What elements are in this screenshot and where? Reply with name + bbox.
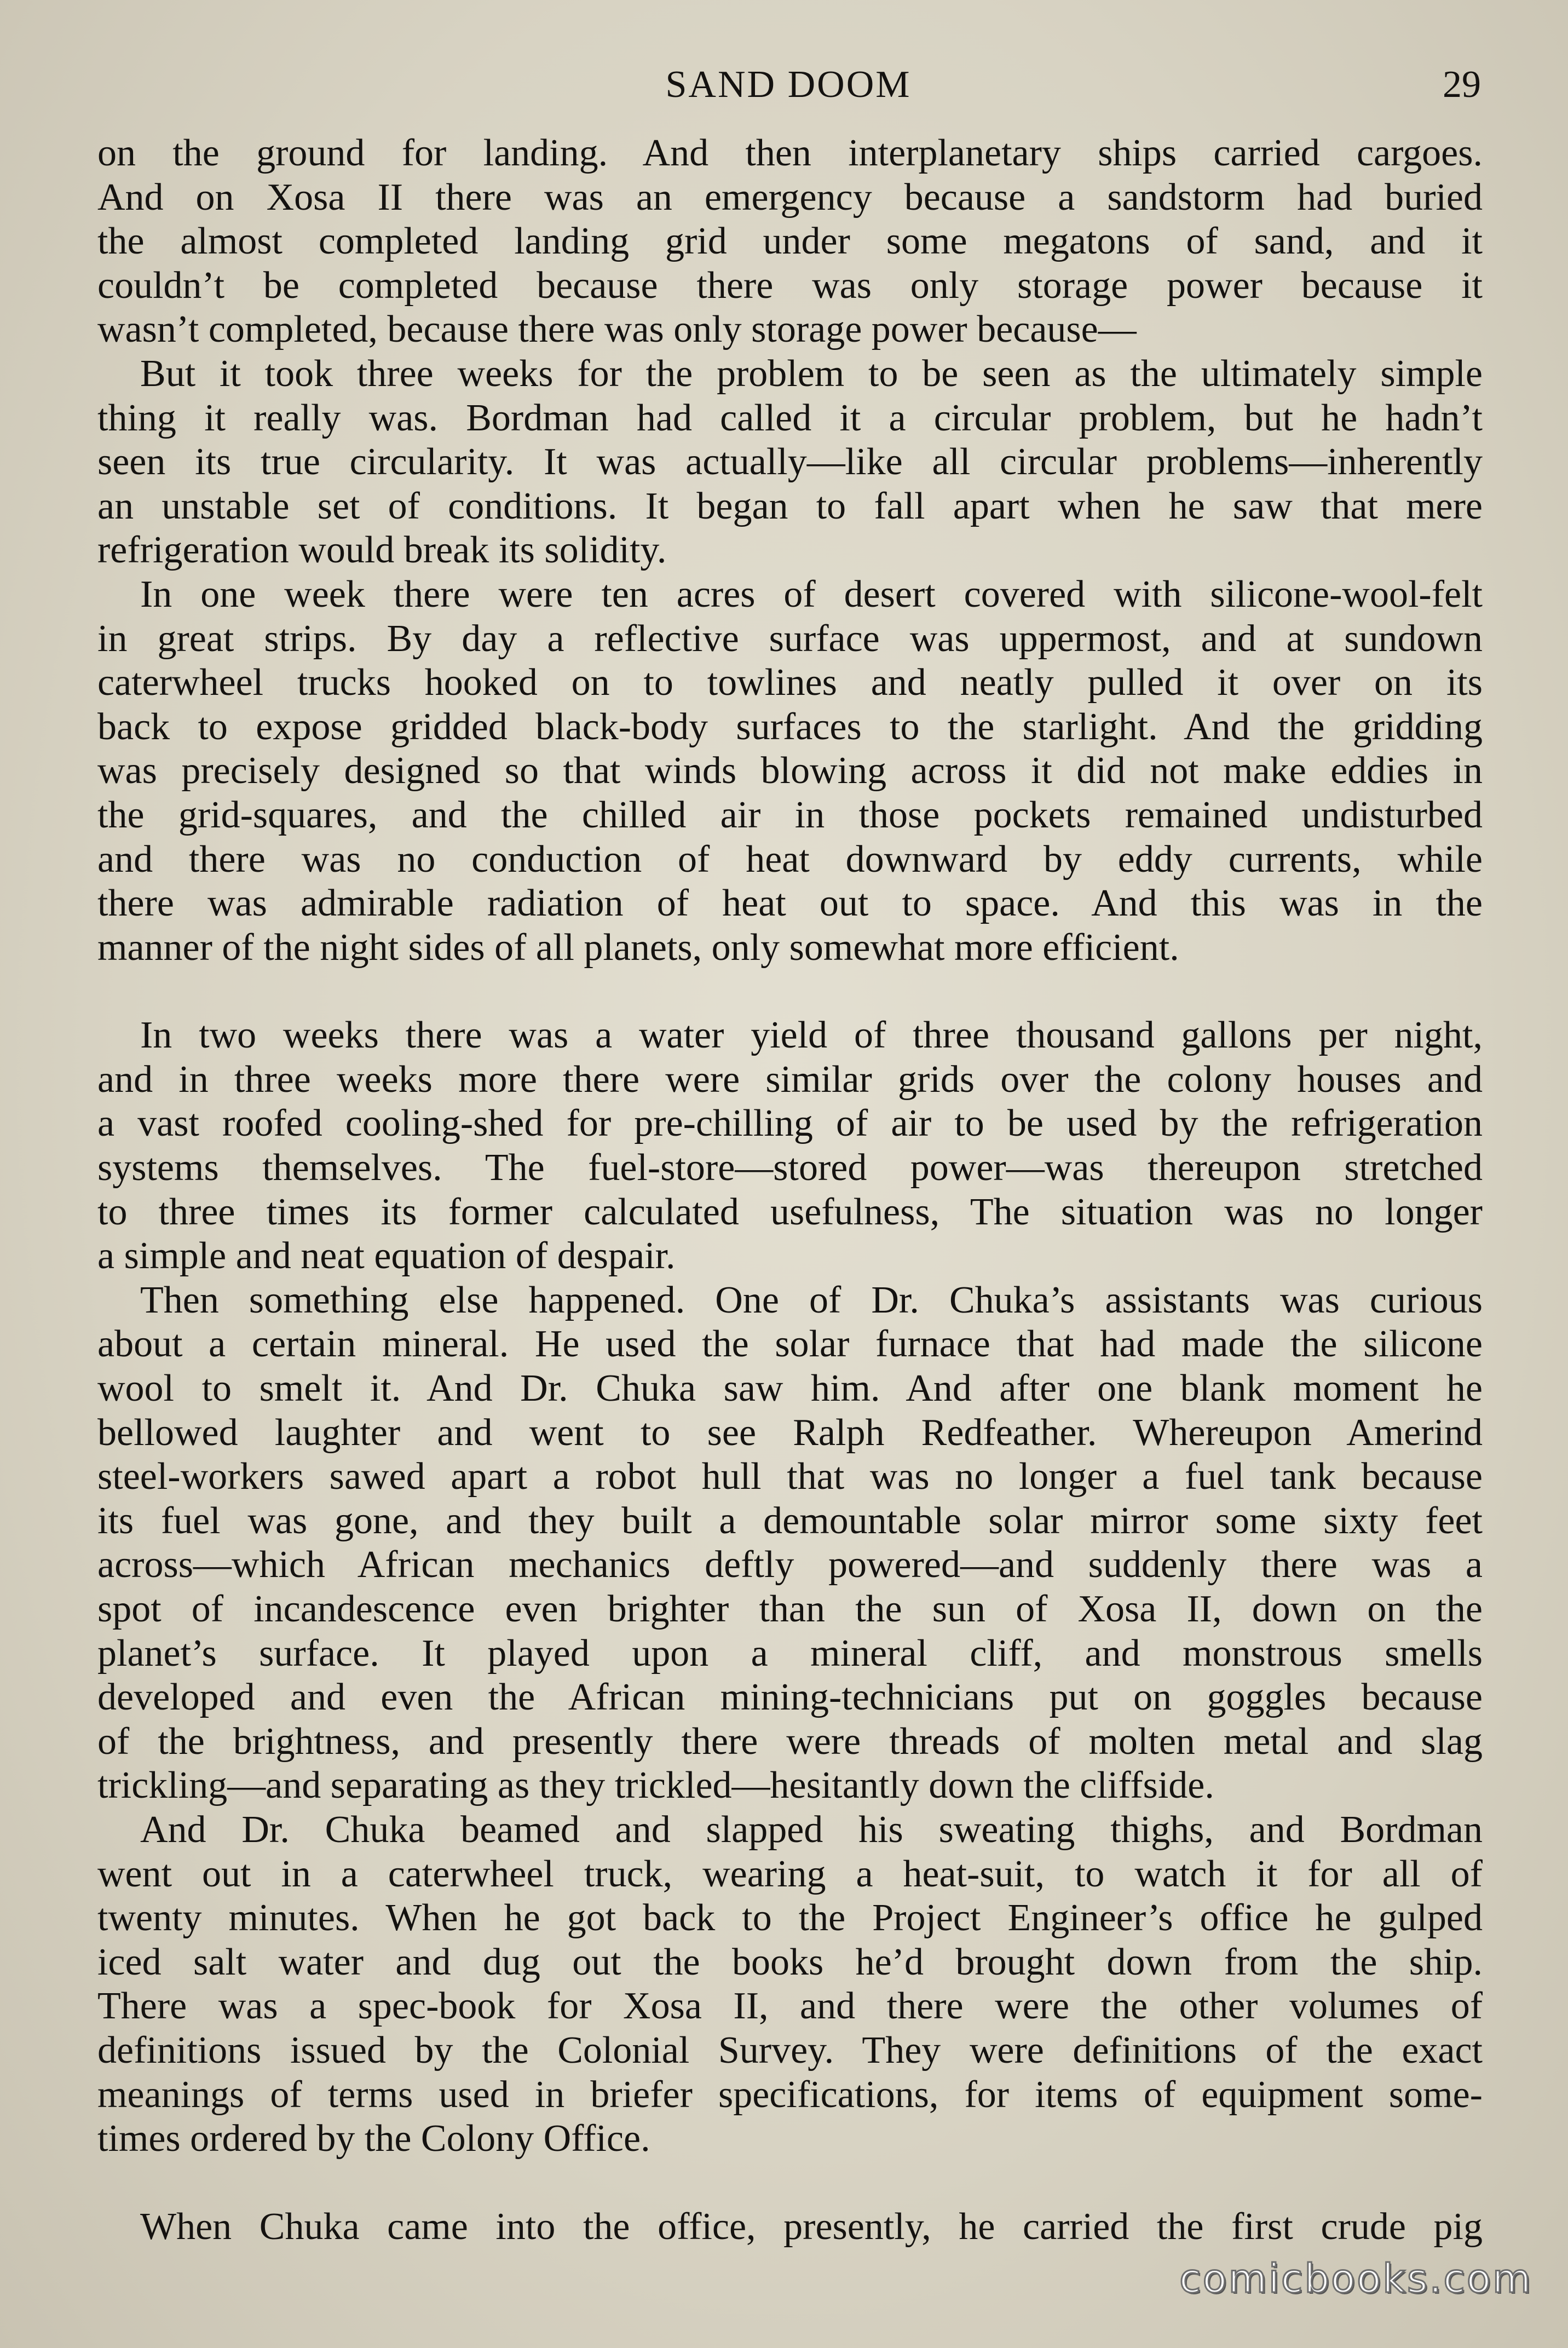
text-line: definitions issued by the Colonial Survey. They were definitions of the exact: [97, 2029, 1483, 2071]
text-line: wasn’t completed, because there was only storage power because—: [97, 308, 1137, 351]
page-number: 29: [1443, 64, 1481, 106]
text-line: thing it really was. Bordman had called it a circular problem, but he hadn’t: [97, 396, 1483, 439]
text-line: planet’s surface. It played upon a mineral cliff, and monstrous smells: [97, 1632, 1483, 1674]
text-line: And Dr. Chuka beamed and slapped his sweating thighs, and Bordman: [140, 1808, 1483, 1851]
text-line: back to expose gridded black-body surfaces to the starlight. And the gridding: [97, 705, 1483, 748]
text-line: couldn’t be completed because there was only storage power because it: [97, 264, 1483, 307]
text-line: systems themselves. The fuel-store—stored power—was thereupon stretched: [97, 1147, 1483, 1189]
body-text: [97, 131, 1483, 2249]
text-line: wool to smelt it. And Dr. Chuka saw him. And after one blank moment he: [97, 1367, 1483, 1410]
text-line: bellowed laughter and went to see Ralph Redfeather. Whereupon Amerind: [97, 1411, 1483, 1454]
text-line: refrigeration would break its solidity.: [97, 529, 667, 572]
text-line: on the ground for landing. And then interplanetary ships carried cargoes.: [97, 132, 1483, 174]
text-line: caterwheel trucks hooked on to towlines and neatly pulled it over on its: [97, 661, 1483, 704]
text-line: spot of incandescence even brighter than the sun of Xosa II, down on the: [97, 1588, 1483, 1630]
text-line: a vast roofed cooling-shed for pre-chilling of air to be used by the refrigeration: [97, 1102, 1483, 1145]
text-line: to three times its former calculated usefulness, The situation was no longer: [97, 1190, 1483, 1233]
text-line: developed and even the African mining-technicians put on goggles because: [97, 1676, 1483, 1719]
text-line: But it took three weeks for the problem to be seen as the ultimately simple: [140, 352, 1483, 395]
text-line: steel-workers sawed apart a robot hull that was no longer a fuel tank because: [97, 1455, 1483, 1498]
text-line: in great strips. By day a reflective surface was uppermost, and at sundown: [97, 617, 1483, 660]
page-header: [96, 60, 1481, 110]
text-line: There was a spec-book for Xosa II, and there were the other volumes of: [97, 1985, 1483, 2028]
text-line: there was admirable radiation of heat out to space. And this was in the: [97, 882, 1483, 925]
text-line: Then something else happened. One of Dr. Chuka’s assistants was curious: [140, 1279, 1483, 1321]
watermark: comicbooks.com: [1179, 2255, 1532, 2301]
text-line: across—which African mechanics deftly powered—and suddenly there was a: [97, 1544, 1483, 1586]
text-line: And on Xosa II there was an emergency because a sandstorm had buried: [97, 176, 1483, 218]
text-line: of the brightness, and presently there were threads of molten metal and slag: [97, 1720, 1483, 1763]
text-line: and in three weeks more there were similar grids over the colony houses and: [97, 1058, 1483, 1101]
text-line: the grid-squares, and the chilled air in those pockets remained undisturbed: [97, 793, 1483, 836]
text-line: When Chuka came into the office, presently, he carried the first crude pig: [140, 2205, 1483, 2248]
text-line: seen its true circularity. It was actually—like all circular problems—inherently: [97, 441, 1483, 484]
text-line: a simple and neat equation of despair.: [97, 1235, 676, 1277]
text-line: times ordered by the Colony Office.: [97, 2117, 650, 2160]
text-line: iced salt water and dug out the books he’d brought down from the ship.: [97, 1941, 1483, 1983]
text-line: an unstable set of conditions. It began to fall apart when he saw that mere: [97, 485, 1483, 527]
text-line: about a certain mineral. He used the solar furnace that had made the silicone: [97, 1323, 1483, 1366]
text-line: the almost completed landing grid under some megatons of sand, and it: [97, 220, 1483, 263]
text-line: meanings of terms used in briefer specifications, for items of equipment some-: [97, 2073, 1483, 2116]
text-line: its fuel was gone, and they built a demountable solar mirror some sixty feet: [97, 1499, 1483, 1542]
running-head: SAND DOOM: [665, 64, 912, 106]
text-line: trickling—and separating as they trickled—hesitantly down the cliffside.: [97, 1764, 1214, 1807]
text-line: In two weeks there was a water yield of three thousand gallons per night,: [140, 1014, 1483, 1057]
text-line: and there was no conduction of heat downward by eddy currents, while: [97, 838, 1483, 880]
text-line: manner of the night sides of all planets, only somewhat more efficient.: [97, 926, 1179, 969]
text-line: went out in a caterwheel truck, wearing a heat-suit, to watch it for all of: [97, 1852, 1483, 1895]
text-line: twenty minutes. When he got back to the Project Engineer’s office he gulped: [97, 1897, 1483, 1940]
text-line: was precisely designed so that winds blowing across it did not make eddies in: [97, 750, 1483, 792]
text-line: In one week there were ten acres of desert covered with silicone-wool-felt: [140, 573, 1483, 615]
